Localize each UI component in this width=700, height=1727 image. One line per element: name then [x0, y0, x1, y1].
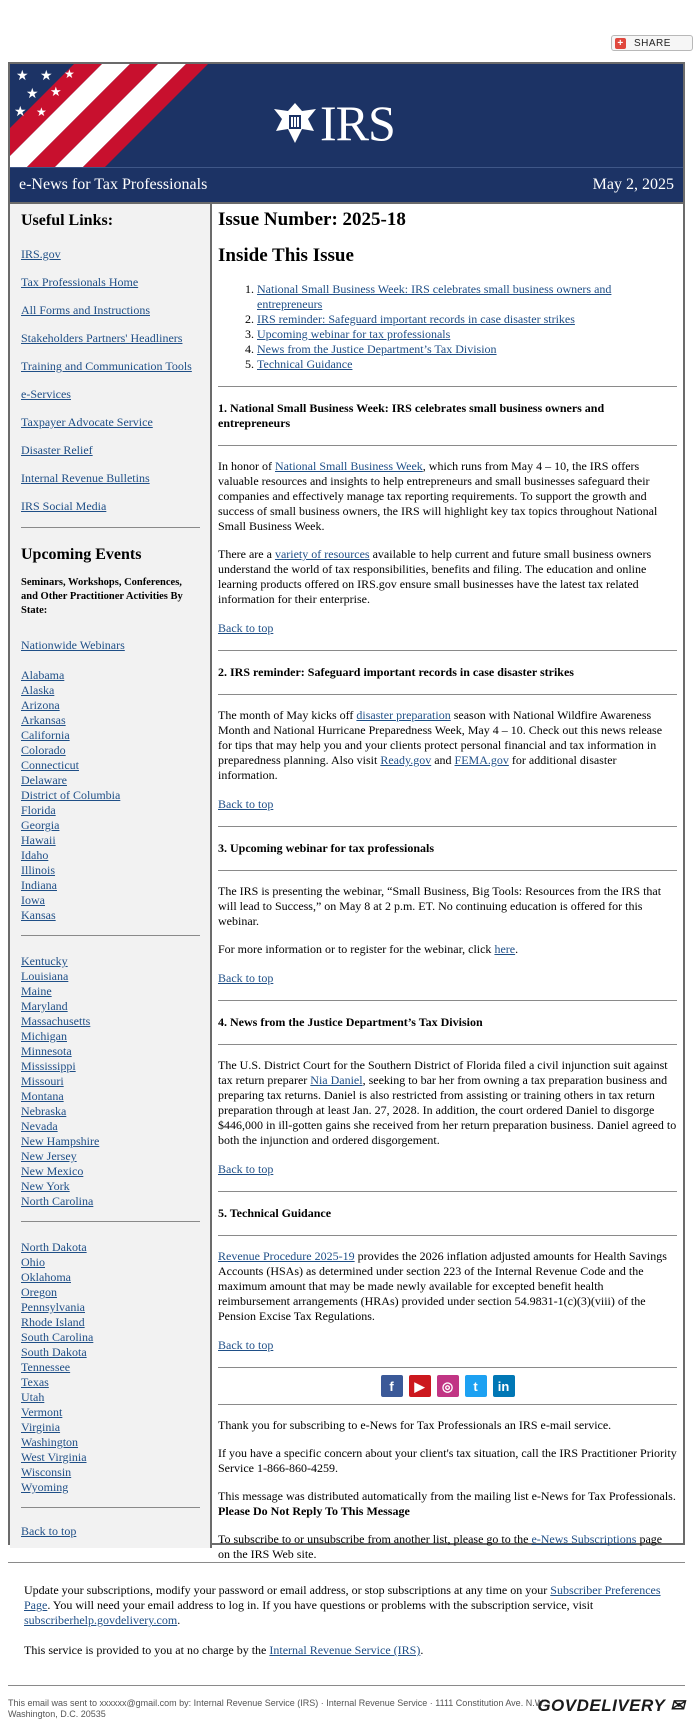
legal-text: This email was sent to xxxxxx@gmail.com by: Internal Revenue Service (IRS) · Internal Revenue Service · 1111 Constitution Ave. N.W. · Washington, D.C. 20535 [8, 1698, 551, 1719]
toc-link[interactable]: National Small Business Week: IRS celebrates small business owners and entrepreneurs [257, 282, 612, 311]
divider [218, 1404, 677, 1405]
state-link[interactable]: Oklahoma [21, 1270, 71, 1284]
toc-item [257, 312, 677, 327]
header-banner [10, 64, 683, 167]
state-link[interactable]: Kansas [21, 908, 56, 922]
text: This service is provided to you at no charge by the [24, 1643, 270, 1657]
state-link[interactable]: Massachusetts [21, 1014, 91, 1028]
states-list-1 [21, 668, 200, 923]
toc-item [257, 357, 677, 372]
states-list-3 [21, 1240, 200, 1495]
text: The U.S. District Court for the Southern District of Florida filed a civil injunction suit against tax return preparer [218, 1058, 668, 1087]
state-link[interactable]: West Virginia [21, 1450, 87, 1464]
sidebar-link[interactable]: Taxpayer Advocate Service [21, 415, 153, 429]
state-link[interactable]: Colorado [21, 743, 66, 757]
inside-title: Inside This Issue [218, 245, 354, 266]
back-to-top-link[interactable]: Back to top [218, 1338, 274, 1352]
divider [21, 935, 200, 936]
state-link[interactable]: Wisconsin [21, 1465, 72, 1479]
govdelivery-logo[interactable] [537, 1696, 685, 1715]
eagle-icon [272, 101, 318, 145]
plus-icon: + [615, 38, 626, 49]
state-link[interactable]: Florida [21, 803, 56, 817]
state-link[interactable]: Alabama [21, 668, 65, 682]
flag-graphic [10, 64, 220, 167]
state-link[interactable]: North Dakota [21, 1240, 87, 1254]
title-bar [10, 167, 683, 202]
toc-link[interactable]: Technical Guidance [257, 357, 353, 371]
state-link[interactable]: Indiana [21, 878, 57, 892]
sidebar-back-to-top[interactable]: Back to top [21, 1524, 77, 1538]
variety-of-resources-link[interactable]: variety of resources [274, 547, 370, 561]
state-link[interactable]: Pennsylvania [21, 1300, 85, 1314]
state-link[interactable]: South Carolina [21, 1330, 94, 1344]
social-icons [218, 1375, 677, 1397]
text: , seeking to bar her from owning a tax preparation business and preparing tax returns. Daniel is also restricted from assisting or training others in tax return preparation through at least Jan. 27, 2028. In addition, the court ordered Daniel to disgorge $446,000 in ill-gotten gains she received from her return preparation business. Daniel agreed to both the injunction and ordered disgorgement. [218, 1073, 677, 1147]
states-list-2 [21, 954, 200, 1209]
state-link[interactable]: Vermont [21, 1405, 63, 1419]
state-link[interactable]: Connecticut [21, 758, 79, 772]
divider [218, 1044, 677, 1045]
svg-text:★: ★ [36, 105, 47, 119]
state-link[interactable]: South Dakota [21, 1345, 87, 1359]
state-link[interactable]: Washington [21, 1435, 79, 1449]
youtube-icon[interactable]: ▶ [409, 1375, 431, 1397]
text: for additional disaster information. [218, 753, 617, 782]
main-content [212, 204, 683, 1561]
state-link[interactable]: Hawaii [21, 833, 56, 847]
state-link[interactable]: New Hampshire [21, 1134, 100, 1148]
sidebar-link[interactable]: Stakeholders Partners' Headliners [21, 331, 183, 345]
govdelivery-text: GOVDELIVERY [537, 1696, 666, 1715]
divider [21, 1507, 200, 1508]
svg-text:★: ★ [40, 69, 53, 84]
state-link[interactable]: Rhode Island [21, 1315, 85, 1329]
logo-text: IRS [320, 95, 395, 151]
state-link[interactable]: Nebraska [21, 1104, 67, 1118]
state-link[interactable]: Wyoming [21, 1480, 69, 1494]
state-link[interactable]: Idaho [21, 848, 49, 862]
sidebar [10, 204, 212, 1548]
revenue-procedure-link[interactable]: Revenue Procedure 2025-19 [218, 1249, 355, 1263]
nia-daniel-link[interactable]: Nia Daniel [310, 1073, 363, 1087]
toc-item [257, 282, 677, 312]
text: Update your subscriptions, modify your password or email address, or stop subscriptions at any time on your [24, 1583, 551, 1597]
divider [218, 870, 677, 871]
divider [218, 386, 677, 387]
svg-text:★: ★ [26, 87, 39, 102]
section-2-title: 2. IRS reminder: Safeguard important records in case disaster strikes [218, 665, 574, 679]
text: page on the IRS Web site. [218, 1532, 663, 1561]
sidebar-link[interactable]: Tax Professionals Home [21, 275, 139, 289]
text: , which runs from May 4 – 10, the IRS offers valuable resources and insights to help entrepreneurs and small businesses safeguard their companies and effectively manage tax reporting requirements. To support the growth and success of small business owners, the IRS will highlight key tax topics throughout National Small Business Week. [218, 459, 658, 533]
nationwide-webinars-link[interactable]: Nationwide Webinars [21, 638, 125, 652]
useful-links-title: Useful Links: [21, 212, 114, 229]
state-link[interactable]: Louisiana [21, 969, 69, 983]
state-link[interactable]: Maine [21, 984, 52, 998]
text: There are a [218, 547, 275, 561]
section-5-paragraph [218, 1249, 677, 1324]
state-link[interactable]: Alaska [21, 683, 55, 697]
text: To subscribe to or unsubscribe from another list, please go to the [218, 1532, 532, 1546]
twitter-icon[interactable]: t [465, 1375, 487, 1397]
issue-date: May 2, 2025 [592, 176, 674, 193]
share-area [0, 0, 700, 62]
newsletter-title: e-News for Tax Professionals [19, 176, 208, 193]
webinar-register-link[interactable]: here [494, 942, 516, 956]
concern-text: If you have a specific concern about your client's tax situation, call the IRS Practitioner Priority Service 1-866-860-4259. [218, 1446, 677, 1475]
toc-link[interactable]: News from the Justice Department’s Tax Division [257, 342, 497, 356]
text: . [177, 1613, 181, 1627]
state-link[interactable]: New York [21, 1179, 70, 1193]
divider [218, 826, 677, 827]
nationwide-list [21, 638, 200, 653]
state-link[interactable]: Maryland [21, 999, 68, 1013]
state-link[interactable]: Minnesota [21, 1044, 72, 1058]
sidebar-link[interactable]: Internal Revenue Bulletins [21, 471, 150, 485]
text: The month of May kicks off [218, 708, 357, 722]
facebook-icon[interactable]: f [381, 1375, 403, 1397]
state-link[interactable]: Delaware [21, 773, 67, 787]
sidebar-link[interactable]: Disaster Relief [21, 443, 93, 457]
state-link[interactable]: District of Columbia [21, 788, 121, 802]
toc-link[interactable]: Upcoming webinar for tax professionals [257, 327, 451, 341]
divider [218, 650, 677, 651]
svg-text:★: ★ [14, 105, 27, 120]
text: . [420, 1643, 424, 1657]
envelope-icon: ✉ [670, 1696, 685, 1715]
text: . You will need your email address to log in. If you have questions or problems with the subscription service, visit [47, 1598, 594, 1612]
divider [21, 527, 200, 528]
state-link[interactable]: Oregon [21, 1285, 57, 1299]
state-link[interactable]: Arizona [21, 698, 60, 712]
divider [218, 1191, 677, 1192]
text: available to help current and future small business owners understand the world of tax responsibilities, benefits and filing. The education and online learning products offered on IRS.gov ensure small businesses have the latest tax related information for their enterprise. [218, 547, 652, 606]
section-1-title: 1. National Small Business Week: IRS celebrates small business owners and entrepreneurs [218, 401, 605, 430]
text: season with National Wildfire Awareness Month and National Hurricane Preparedness Week, May 4 – 10. Check out this news release for tips that may help you and your clients protect personal financial and tax information in preparedness planning. Also visit [218, 708, 663, 767]
svg-text:★: ★ [64, 67, 75, 81]
divider [218, 1000, 677, 1001]
upcoming-events-title: Upcoming Events [21, 546, 142, 563]
svg-text:★: ★ [16, 69, 29, 84]
thanks-text: Thank you for subscribing to e-News for Tax Professionals an IRS e-mail service. [218, 1418, 612, 1432]
state-link[interactable]: Michigan [21, 1029, 67, 1043]
toc-link[interactable]: IRS reminder: Safeguard important records in case disaster strikes [257, 312, 575, 326]
no-reply-notice: Please Do Not Reply To This Message [218, 1504, 410, 1518]
instagram-icon[interactable]: ◎ [437, 1375, 459, 1397]
sidebar-link[interactable]: All Forms and Instructions [21, 303, 150, 317]
subscribe-text [218, 1532, 677, 1562]
back-to-top-link[interactable]: Back to top [218, 797, 274, 811]
share-button[interactable] [611, 35, 693, 51]
back-to-top-link[interactable]: Back to top [218, 1162, 274, 1176]
disaster-preparation-link[interactable]: disaster preparation [356, 708, 451, 722]
events-subtitle: Seminars, Workshops, Conferences, and Other Practitioner Activities By State: [21, 577, 183, 616]
legal-footer [8, 1685, 685, 1720]
newsletter-frame [8, 62, 685, 1561]
section-3-paragraph: The IRS is presenting the webinar, “Small Business, Big Tools: Resources from the IRS that will lead to Success,” on May 8 at 2 p.m. ET. No continuing education is offered for this webinar. [218, 884, 662, 928]
subscriberhelp-link[interactable]: subscriberhelp.govdelivery.com [24, 1613, 178, 1627]
text: . [515, 942, 519, 956]
back-to-top-link[interactable]: Back to top [218, 621, 274, 635]
text: This message was distributed automatically from the mailing list e-News for Tax Professionals. [218, 1489, 676, 1503]
text: In honor of [218, 459, 275, 473]
content-columns [10, 202, 683, 1561]
sidebar-link[interactable]: Training and Communication Tools [21, 359, 192, 373]
sidebar-link[interactable]: e-Services [21, 387, 71, 401]
section-1-paragraph [218, 459, 677, 534]
section-4-title: 4. News from the Justice Department’s Tax Division [218, 1015, 483, 1029]
state-link[interactable]: Iowa [21, 893, 45, 907]
enews-subscriptions-link[interactable]: e-News Subscriptions [531, 1532, 637, 1546]
section-5-title: 5. Technical Guidance [218, 1206, 332, 1220]
state-link[interactable]: Nevada [21, 1119, 58, 1133]
divider [218, 445, 677, 446]
section-4-paragraph [218, 1058, 677, 1148]
useful-links-list [21, 247, 200, 514]
update-text [24, 1583, 669, 1628]
subscriber-preferences-link[interactable]: Subscriber Preferences Page [24, 1583, 661, 1612]
small-business-week-link[interactable]: National Small Business Week [275, 459, 423, 473]
toc-item [257, 342, 677, 357]
subscription-footer [8, 1562, 685, 1673]
svg-text:★: ★ [50, 84, 62, 99]
state-link[interactable]: California [21, 728, 70, 742]
state-link[interactable]: North Carolina [21, 1194, 94, 1208]
ready-gov-link[interactable]: Ready.gov [380, 753, 432, 767]
state-link[interactable]: Montana [21, 1089, 64, 1103]
fema-gov-link[interactable]: FEMA.gov [454, 753, 509, 767]
state-link[interactable]: Missouri [21, 1074, 64, 1088]
state-link[interactable]: Ohio [21, 1255, 45, 1269]
state-link[interactable]: Texas [21, 1375, 49, 1389]
toc-item [257, 327, 677, 342]
state-link[interactable]: Tennessee [21, 1360, 71, 1374]
table-of-contents [257, 282, 677, 372]
service-text [24, 1643, 669, 1658]
issue-number: Issue Number: 2025-18 [218, 209, 406, 230]
share-label: SHARE [634, 37, 671, 49]
text: For more information or to register for the webinar, click [218, 942, 495, 956]
irs-logo [272, 94, 395, 152]
irs-link[interactable]: Internal Revenue Service (IRS) [269, 1643, 421, 1657]
distribution-text [218, 1489, 677, 1519]
state-link[interactable]: Illinois [21, 863, 56, 877]
sidebar-link[interactable]: IRS Social Media [21, 499, 107, 513]
divider [218, 1235, 677, 1236]
text: provides the 2026 inflation adjusted amounts for Health Savings Accounts (HSAs) as determined under section 223 of the Internal Revenue Code and the maximum amount that may be made newly available for excepted benefit health reimbursement arrangements (HRAs) provided under section 54.9831-1(c)(3)(viii) of the Pension Excise Tax Regulations. [218, 1249, 667, 1323]
text: and [431, 753, 455, 767]
divider [218, 1367, 677, 1368]
section-2-paragraph [218, 708, 677, 783]
state-link[interactable]: Arkansas [21, 713, 66, 727]
state-link[interactable]: Georgia [21, 818, 60, 832]
section-3-title: 3. Upcoming webinar for tax professionals [218, 841, 435, 855]
section-1-paragraph [218, 547, 677, 607]
state-link[interactable]: New Mexico [21, 1164, 84, 1178]
back-to-top-link[interactable]: Back to top [218, 971, 274, 985]
state-link[interactable]: Virginia [21, 1420, 61, 1434]
state-link[interactable]: Kentucky [21, 954, 68, 968]
divider [21, 1221, 200, 1222]
sidebar-link[interactable]: IRS.gov [21, 247, 61, 261]
linkedin-icon[interactable]: in [493, 1375, 515, 1397]
state-link[interactable]: Utah [21, 1390, 45, 1404]
section-3-paragraph [218, 942, 677, 957]
divider [218, 694, 677, 695]
state-link[interactable]: Mississippi [21, 1059, 76, 1073]
state-link[interactable]: New Jersey [21, 1149, 77, 1163]
